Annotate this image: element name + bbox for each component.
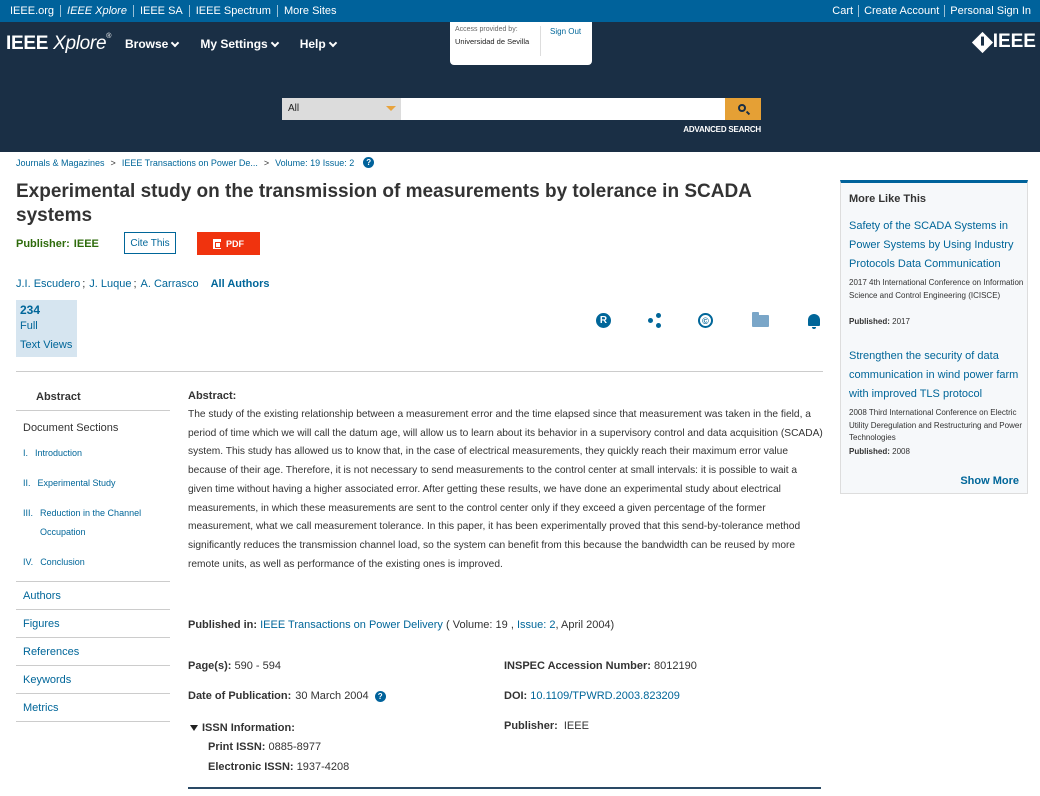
sidenav-document-sections [16,411,170,582]
cite-this-button[interactable]: Cite This [124,232,176,254]
pdf-button[interactable] [197,232,260,255]
author-link[interactable]: A. Carrasco [140,278,199,290]
account-links [827,0,1036,22]
help-icon[interactable]: ? [375,691,386,702]
personal-sign-in-link[interactable]: Personal Sign In [950,5,1031,17]
related-date-label: Published: [849,317,890,326]
document-sidenav [16,383,170,722]
pages-label: Page(s): [188,660,232,672]
pdf-icon [213,239,221,249]
link-ieee-xplore[interactable]: IEEE Xplore [61,5,134,17]
inspec-label: INSPEC Accession Number: [504,660,651,672]
show-more-link[interactable]: Show More [960,475,1019,487]
breadcrumb-separator: > [263,157,270,168]
electronic-issn [208,761,349,773]
doi-info [504,690,680,702]
publisher-label: Publisher: [16,238,70,250]
logo-text-xplore: Xplore [53,33,107,54]
author-separator: ; [133,278,137,290]
sidenav-figures[interactable]: Figures [16,610,170,638]
sidenav-document-sections-label[interactable]: Document Sections [23,421,119,434]
folder-icon [752,315,769,327]
related-date-value: 2008 [892,447,910,456]
electronic-issn-label: Electronic ISSN: [208,761,294,773]
published-in [188,619,614,631]
create-account-link[interactable]: Create Account [859,5,945,17]
logo-text-ieee: IEEE [6,33,49,54]
section-number: II. [23,478,31,488]
journal-link[interactable]: IEEE Transactions on Power Delivery [260,619,443,631]
pages-value: 590 - 594 [234,660,281,672]
related-article-title-link[interactable]: Strengthen the security of data communication in wind power farm with improved TLS protocol [849,350,1019,400]
related-article-venue: 2008 Third International Conference on Electric Utility Deregulation and Restructuring and Power Technologies [849,408,1022,442]
sidenav-authors[interactable]: Authors [16,582,170,610]
bell-icon [808,314,820,326]
ieee-brand-text: IEEE [992,31,1036,52]
search-bar [282,98,761,120]
chevron-down-icon [270,38,278,46]
related-article-date [849,317,910,326]
rights-permissions-button[interactable] [596,313,611,328]
related-article-venue: 2017 4th International Conference on Information Science and Control Engineering (ICISCE) [849,278,1024,300]
link-more-sites[interactable]: More Sites [283,5,337,17]
issue-link[interactable]: Issue: [516,619,547,631]
link-ieee-sa[interactable]: IEEE SA [134,5,190,17]
sidenav-references[interactable]: References [16,638,170,666]
sidenav-section-introduction[interactable] [16,444,170,463]
nav-my-settings-label: My Settings [200,37,268,51]
doi-link[interactable]: 10.1109/TPWRD.2003.823209 [530,690,680,702]
search-scope-select[interactable] [282,98,401,120]
section-label: Conclusion [40,557,85,567]
section-label: Reduction in the Channel [40,508,142,518]
full-text-views-box [16,300,77,357]
copyright-button[interactable] [698,313,713,328]
nav-browse-label: Browse [125,37,169,51]
more-like-this-panel [840,180,1028,494]
share-icon [648,313,662,327]
sign-out-link[interactable]: Sign Out [550,27,582,36]
link-ieee-spectrum[interactable]: IEEE Spectrum [190,5,278,17]
section-label: Introduction [35,448,83,458]
logo-registered: ® [106,33,112,40]
nav-help-label: Help [299,37,326,51]
author-link[interactable]: J.I. Escudero [16,278,81,290]
views-label-full: Full [20,320,38,332]
access-provider-box [450,22,592,65]
sidenav-metrics[interactable]: Metrics [16,694,170,722]
sidenav-abstract[interactable]: Abstract [16,383,170,411]
publisher-value: IEEE [73,238,99,250]
page-title: Experimental study on the transmission of measurements by tolerance in SCADA systems [16,181,752,226]
volume-label: ( Volume: [446,619,493,631]
publisher-meta-label: Publisher: [504,720,558,732]
section-label-continued: Occupation [40,527,86,537]
section-number: I. [23,448,29,458]
ieee-xplore-logo[interactable] [6,33,111,55]
abstract-text: The study of the existing relationship between a measurement error and the time elapsed since that measurement was taken in the field, a period of time which we will call the datum age, will allow us to learn about its behavior in a supervisory control and data acquisition (SCADA) system. This study has allowed us to know that, in the case of electrical measurements, they quickly reach their maximum error value because of their age. Therefore, it is not necessary to send measurements to the control center at small intervals: it is possible to wait a given time without having a higher associated error. After getting these results, we have done an experimental study about electrical measurements, in which these measurements are sent to the control center only if they exceed a given percentage of the former measurement, what we call measurement tolerance. In this paper, it has been experimentally proved that this send-by-tolerance method significantly reduces the transmission channel load, so the system can benefit from this because the bandwidth can be reused by more remote units, as well as performance of the existing ones is improved. [188,409,823,570]
alerts-button[interactable] [808,313,820,326]
sidenav-keywords[interactable]: Keywords [16,666,170,694]
search-input[interactable] [401,98,725,120]
sidenav-section-experimental-study[interactable] [16,474,170,493]
related-article-title-link[interactable]: Safety of the SCADA Systems in Power Systems by Using Industry Protocols Data Communication [849,220,1014,270]
print-issn-value: 0885-8977 [268,741,322,753]
caret-down-icon [190,725,198,731]
all-authors-link[interactable]: All Authors [210,278,270,290]
section-divider [16,371,823,372]
cart-link[interactable]: Cart [827,5,859,17]
access-institution: Universidad de Sevilla [455,37,530,46]
views-label-text-views: Text Views [20,339,73,351]
inspec-value: 8012190 [653,660,697,672]
nav-my-settings[interactable] [200,37,277,51]
breadcrumb-publication[interactable]: IEEE Transactions on Power De... [121,157,258,168]
rights-icon: R [596,313,611,328]
date-value: 30 March 2004 [295,690,369,702]
author-separator: ; [82,278,86,290]
section-number: IV. [23,557,34,567]
published-in-label: Published in: [188,619,258,631]
abstract-heading: Abstract: [188,390,237,402]
search-scope-value: All [288,103,300,114]
section-divider [188,787,821,789]
site-header [0,22,1040,152]
inspec-info [504,660,697,672]
publisher-info [504,720,589,732]
author-list [16,278,269,290]
issue-number-link[interactable]: 2 [549,619,556,631]
print-issn-label: Print ISSN: [208,741,266,753]
chevron-down-icon [171,38,179,46]
more-like-this-heading: More Like This [849,193,927,205]
advanced-search-link[interactable]: ADVANCED SEARCH [683,125,761,134]
volume-separator: , [510,619,514,631]
dropdown-arrow-icon [386,106,396,111]
electronic-issn-value: 1937-4208 [296,761,350,773]
pages-info [188,660,281,672]
date-of-publication [188,690,386,702]
author-link[interactable]: J. Luque [89,278,132,290]
related-date-label: Published: [849,447,890,456]
date-label: Date of Publication: [188,690,292,702]
issn-label: ISSN Information: [202,722,295,734]
link-ieee-org[interactable]: IEEE.org [4,5,61,17]
global-top-bar [0,0,1040,22]
chevron-down-icon [328,38,336,46]
related-article-date [849,447,910,456]
issn-toggle[interactable] [190,722,295,734]
copyright-icon: © [698,313,713,328]
breadcrumb-separator: > [110,157,116,168]
related-date-value: 2017 [892,317,910,326]
sidenav-section-reduction[interactable] [16,504,170,542]
share-button[interactable] [648,313,662,327]
breadcrumb [16,157,374,168]
nav-browse[interactable] [125,37,178,51]
access-label: Access provided by: [455,26,518,33]
section-number: III. [23,508,34,518]
save-to-folder-button[interactable] [752,313,769,327]
print-issn [208,741,321,753]
search-icon [738,104,746,112]
pdf-button-label: PDF [226,238,244,249]
help-icon[interactable]: ? [363,157,374,168]
access-divider [540,26,541,56]
search-button[interactable] [725,98,761,120]
ieee-brand-logo[interactable] [975,31,1036,53]
publisher-line [16,238,99,250]
main-nav [125,37,336,51]
publisher-meta-value: IEEE [563,720,589,732]
views-count: 234 [20,303,41,317]
section-label: Experimental Study [37,478,116,488]
breadcrumb-issue[interactable]: Volume: 19 Issue: 2 [275,157,355,168]
publication-month: , April 2004) [555,619,615,631]
ieee-diamond-icon [972,31,993,52]
doi-label: DOI: [504,690,528,702]
breadcrumb-journals[interactable]: Journals & Magazines [16,157,105,168]
nav-help[interactable] [300,37,336,51]
volume-value: 19 [495,619,508,631]
sidenav-section-conclusion[interactable] [16,553,170,572]
global-links [4,0,343,22]
